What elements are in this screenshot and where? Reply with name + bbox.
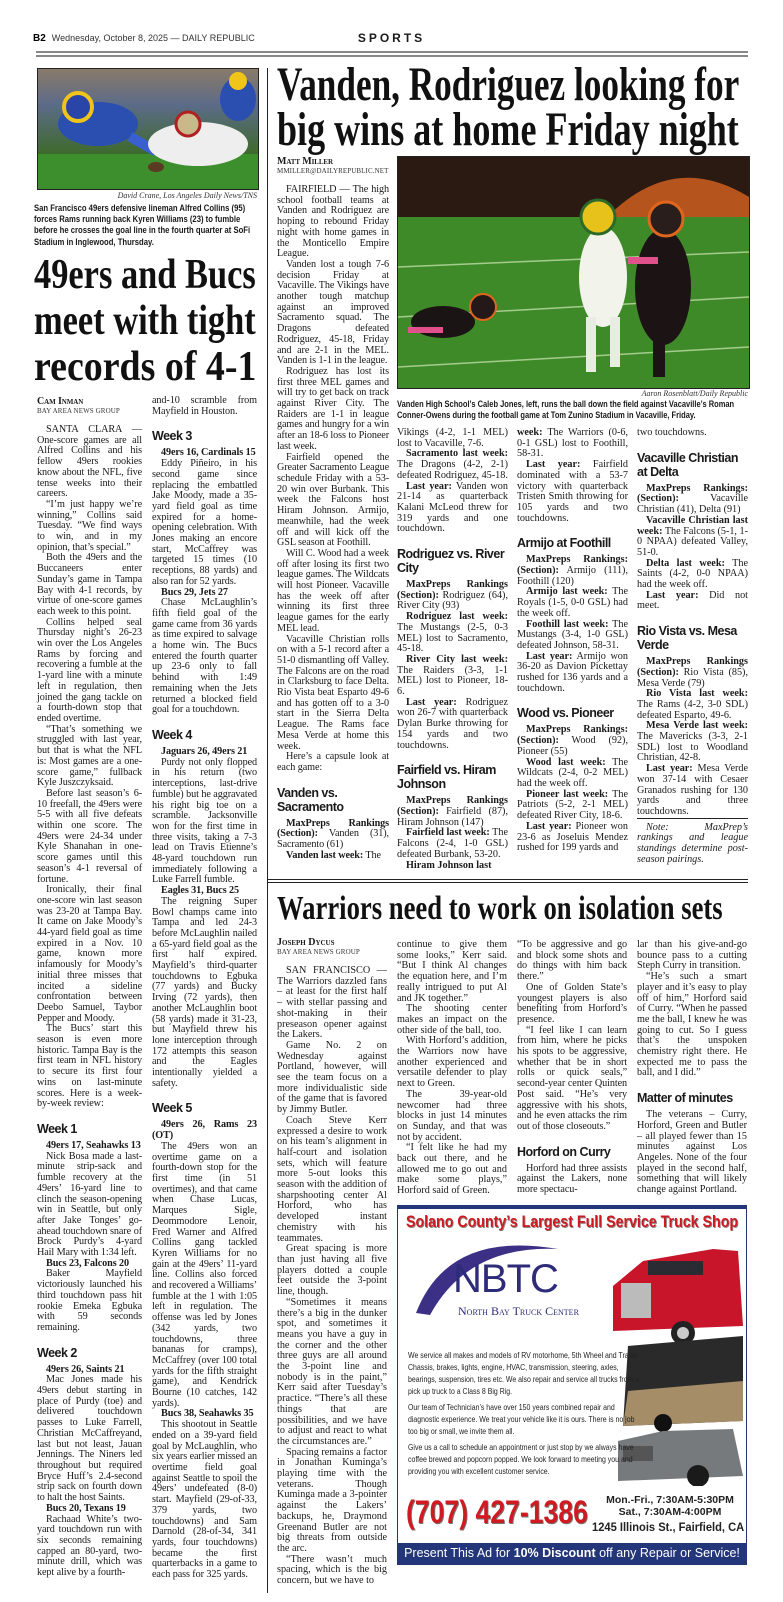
warriors-column-3: [517, 940, 627, 1196]
hours-weekday: Mon.-Fri., 7:30AM-5:30PM: [606, 1494, 734, 1506]
paragraph-lead: Mesa Verde last week:: [646, 720, 748, 732]
hours-saturday: Sat., 7:30AM-4:00PM: [618, 1506, 722, 1518]
ad-phone-text[interactable]: (707) 427-1386: [406, 1494, 588, 1530]
main-article-column-1: [277, 156, 389, 861]
main-headline: [277, 58, 740, 156]
discount-text: Present This Ad for: [404, 1546, 514, 1560]
paragraph-text: Vanden (31), Sacramento (61): [277, 828, 389, 851]
paragraph: [397, 698, 508, 752]
section-heading: Week 3: [152, 429, 192, 444]
paragraph: [397, 449, 508, 481]
paragraph-text: Before last season’s 6-10 freefall, the 49ers were 5-5 with all five defeats within one score. The 49ers were 24-34 under Kyle Shanahan in one-score games until this season’s 4-1 reversal of fortune.: [37, 787, 142, 885]
paragraph-text: Both the 49ers and the Buccaneers enter Sunday’s game in Tampa Bay with 4-1 records, by virtue of one-score games each week to this point.: [37, 552, 142, 617]
ad-title-text: Solano County’s Largest Full Service Truck Shop: [406, 1212, 739, 1231]
paragraph: [637, 1110, 747, 1196]
paragraph: [397, 1004, 507, 1036]
paragraph-text: Chase McLaughlin’s fifth field goal of the game came from 36 yards as time expired to salvage a home win. The Bucs entered the fourth quarter up 23-6 only to fall behind with 1:49 remaining when the Jets returned a blocked field goal for a touchdown.: [152, 597, 257, 716]
paragraph-text: The Bucs’ start this season is even more historic. Tampa Bay is the first team in NFL history to secure its first four wins on last-minute scores. Here is a week-by-week review:: [37, 1023, 142, 1110]
section-name: SPORTS: [357, 31, 426, 45]
paragraph: [37, 618, 142, 725]
paragraph-text: “Sometimes it means there’s a big in the dunker spot, and sometimes it means you have a guy in the corner and the other three guys are all around the 3-point line and nobody is in the paint,” Kerr said after Tuesday’s practice. “There’s all these things that are possibilities, and we have to adjust and react to what the circumstances are.”: [277, 1296, 387, 1447]
paragraph: [277, 549, 389, 635]
paragraph: [397, 828, 508, 860]
paragraph: [517, 940, 627, 983]
headline-line: Vanden, Rodriguez looking for: [277, 58, 740, 111]
paragraph-text: One of Golden State’s youngest players is also benefiting from Horford’s presence.: [517, 981, 627, 1025]
section-heading: Week 1: [37, 1122, 77, 1136]
paragraph-text: Rodriguez won 26-7 with quarterback Dylan Burke throwing for 154 yards and two touchdowns.: [397, 696, 508, 751]
photo-credit: David Crane, Los Angeles Daily News/TNS: [117, 191, 257, 200]
byline-name: Matt Miller: [277, 156, 333, 167]
page-number: B2: [33, 33, 46, 44]
paragraph: [37, 725, 142, 789]
paragraph: [37, 885, 142, 1024]
paragraph-text: “That’s something we struggled with last year, but that is what the NFL is: Most games are a one-score game,” fullback Kyle Juszczyksaid.: [37, 723, 142, 789]
paragraph: [277, 453, 389, 549]
section-heading: Matter of minutes: [637, 1091, 733, 1106]
headline-line: records of 4-1: [34, 344, 257, 390]
paragraph-text: Mac Jones made his 49ers debut starting in place of Purdy (toe) and delivered touchdown passes to Luke Farrell, Christian McCaffreyand, last but not least, Jauan Jennings. The Niners led throughout but required Bryce Huff’s 2.4-second strip sack on fourth down to halt the host Saints.: [37, 1374, 142, 1504]
paragraph: [637, 940, 747, 972]
paragraph-text: The 39-year-old newcomer had three blocks in just 14 minutes on Sunday, and that was not by accident.: [397, 1088, 507, 1143]
paragraph: [277, 635, 389, 753]
paragraph: [517, 983, 627, 1026]
ad-paragraph: We service all makes and models of RV motorhome, 5th Wheel and Trailer Chassis, brakes, lights, engine, HVAC, transmission, steering, axles, bearings, suspension, tires etc. We also repair and service all trucks from a pick up truck to a Class 8 Big Rig.: [408, 1350, 640, 1396]
paragraph: [637, 721, 748, 764]
left-headline: [34, 252, 256, 390]
photo-caption: Vanden High School’s Caleb Jones, left, runs the ball down the field against Vacaville’s Roman Conner-Owens during the football game at Tom Zunino Stadium in Vacaville, Friday.: [397, 399, 735, 420]
paragraph-text: Rio Vista (85), Mesa Verde (79): [637, 666, 748, 689]
ad-discount-bar: [398, 1543, 746, 1564]
paragraph: [517, 555, 628, 587]
paragraph: [152, 1142, 257, 1410]
ad-phone-number[interactable]: [406, 1494, 588, 1530]
paragraph: [637, 657, 748, 689]
game-result-heading: 49ers 16, Cardinals 15: [161, 447, 256, 459]
paragraph: [277, 367, 389, 453]
warriors-column-2: [397, 940, 507, 1197]
byline-name: Joseph Dycus: [277, 937, 335, 948]
paragraph: [277, 1555, 387, 1587]
logo-name: North Bay Truck Center: [458, 1304, 579, 1318]
paragraph-text: The Wildcats (2-4, 0-2 MEL) had the week off.: [517, 756, 629, 789]
paragraph-text: The Mustangs (3-4, 1-0 GSL) defeated Johnson, 58-31.: [517, 618, 629, 651]
paragraph-text: Vanden won 21-14 as quarterback Kalani McLeod threw for 319 yards and one touchdown.: [397, 480, 508, 535]
paragraph-text: The Falcons (2-4, 1-0 GSL) defeated Burbank, 53-20.: [397, 827, 508, 860]
paragraph: [37, 553, 142, 617]
main-article-column-4: [637, 428, 748, 866]
paragraph-lead: MaxPreps Rankings (Section):: [397, 579, 508, 601]
byline-email[interactable]: MMILLER@DAILYREPUBLIC.NET: [277, 167, 389, 175]
paragraph-text: SAN FRANCISCO — The Warriors dazzled fans – at least for the first half – with stellar passing and shot-making in their preseason opener against the Lakers.: [277, 965, 387, 1041]
paragraph-text: Fairfield dominated with a 53-7 victory with quarterback Tristen Smith throwing for 105 yards and two touchdowns.: [517, 459, 628, 524]
main-article-column-3: [517, 428, 628, 854]
paragraph: [277, 260, 389, 367]
paragraph: [152, 396, 257, 417]
game-result-heading: Eagles 31, Bucs 25: [161, 885, 240, 897]
section-heading: Vanden vs. Sacramento: [277, 785, 344, 814]
paragraph-lead: Last year:: [646, 763, 693, 775]
game-result-heading: Jaguars 26, 49ers 21: [161, 745, 248, 757]
paragraph: [517, 428, 628, 460]
paragraph-text: Here’s a capsule look at each game:: [277, 751, 389, 773]
paragraph-lead: Rio Vista last week:: [646, 688, 748, 700]
paragraph-lead: River City last week:: [406, 653, 508, 665]
paragraph-text: Eddy Piñeiro, in his second game since replacing the embattled Jake Moody, made a 35-yard field goal as time expired for a home-opening celebration. With Jones making an encore start, McCaffrey was targeted 15 times (10 receptions, 88 yards) and also ran for 52 yards.: [152, 458, 257, 587]
paragraph: [637, 516, 748, 559]
byline-org: BAY AREA NEWS GROUP: [37, 407, 120, 415]
paragraph-text: “I felt like he had my back out there, and he allowed me to go out and make some plays,” Horford said of Green.: [397, 1142, 507, 1197]
paragraph-text: The Dragons (4-2, 2-1) defeated Rodriguez, 45-18.: [397, 459, 508, 481]
game-result-heading: 49ers 26, Saints 21: [46, 1363, 125, 1375]
discount-amount: 10% Discount: [513, 1546, 596, 1560]
paragraph-lead: Last year:: [646, 589, 699, 601]
paragraph-text: Rachaad White’s two-yard touchdown run with six seconds remaining capped an 80-yard, two-minute drill, which was kept alive by a fourth-: [37, 1513, 142, 1579]
paragraph-text: “To be aggressive and go and block some shots and do things with him back there.”: [517, 939, 627, 983]
photo-49ers-rams: [37, 68, 259, 190]
section-heading: Week 2: [37, 1345, 77, 1360]
paragraph: [277, 851, 389, 862]
main-article-column-2: [397, 428, 508, 871]
paragraph-text: The Royals (1-5, 0-0 GSL) had the week off.: [517, 586, 628, 619]
paragraph-text: Spacing remains a factor in Jonathan Kuminga’s playing time with the veterans. Though Kuminga made a 3-pointer against the Lakers’ backups, he, Draymond Greenand Butler are not big threats from outside the arc.: [277, 1446, 387, 1554]
paragraph-text: The reigning Super Bowl champs came into Tampa and led 24-3 before McLaughlin nailed a 65-yard field goal as the first half expired. Mayfield’s third-quarter touchdowns to Egbuka (77 yards) and Bucky Irving (72 yards), then another McLaughlin boot (58 yards) made it 31-23, but Mayfield threw his lone interception through 172 attempts this season and the Eagles intentionally yielded a safety.: [152, 895, 257, 1089]
paragraph-lead: MaxPreps Rankings: (Section):: [517, 554, 628, 577]
paragraph-lead: Last year:: [526, 650, 573, 662]
game-result-heading: Bucs 20, Texans 19: [46, 1502, 126, 1514]
game-result-heading: Bucs 29, Jets 27: [161, 586, 228, 598]
paragraph-text: The Saints (4-2, 0-0 NPAA) had the week off.: [637, 557, 748, 591]
paragraph: [37, 1269, 142, 1333]
paragraph-text: Collins helped seal Thursday night’s 26-23 win over the Los Angeles Rams by forcing and recovering a fumble at the 1-yard line with a minute left in regulation, then joined the gang tackle on a fourth-down stop that ended overtime.: [37, 616, 142, 724]
discount-text: off any Repair or Service!: [595, 1546, 740, 1560]
ad-body: [408, 1349, 643, 1481]
game-result-heading: Bucs 23, Falcons 20: [46, 1257, 130, 1269]
logo-letters: NBTC: [453, 1257, 558, 1301]
headline-line: meet with tight: [34, 298, 256, 344]
paragraph-text: Mesa Verde won 37-14 with Cesaer Granados rushing for 130 yards and three touchdowns.: [637, 763, 748, 817]
paragraph: [517, 587, 628, 619]
paragraph: [637, 428, 748, 439]
paragraph: [517, 620, 628, 652]
paragraph: [37, 1375, 142, 1503]
paragraph-text: The Falcons (5-1, 1-0 NPAA) defeated Valley, 51-0.: [637, 525, 749, 558]
paragraph-text: Coach Steve Kerr expressed a desire to work on his team’s alignment in half-court and isolation sets, which will feature more 5-out looks this season with the addition of sharpshooting center Al Horford, who has developed instant chemistry with his teammates.: [277, 1114, 387, 1244]
paragraph: [277, 1298, 387, 1448]
warriors-column-1: [277, 937, 387, 1587]
paragraph: [397, 612, 508, 655]
paragraph-text: Ironically, their final one-score win last season was 23-20 at Tampa Bay. It came on Jake Moody’s 44-yard field goal as time expired in a Nov. 10 game, known more infamously for Moody’s initial three misses that incited a sideline confrontation between Deebo Samuel, Taybor Pepper and Moody.: [37, 884, 142, 1024]
paragraph-text: Will C. Wood had a week off after losing its first two league games. The Wildcats will host Pioneer. Vacaville has the week off after winning its first three league games for the early MEL lead.: [277, 547, 389, 634]
paragraph-text: FAIRFIELD — The high school football teams at Vanden and Rodriguez are hoping to rebound Friday night with home games in the Monticello Empire League.: [277, 184, 389, 260]
paragraph: [517, 652, 628, 695]
paragraph: [517, 1164, 627, 1196]
football: [148, 162, 164, 172]
photo-caption: San Francisco 49ers defensive lineman Alfred Collins (95) forces Rams running back Kyren Williams (23) to fumble before he crosses the goal line in the fourth quarter at SoFi Stadium in Inglewood, Thursday.: [34, 202, 251, 247]
paragraph: [277, 1116, 387, 1244]
section-heading: Horford on Curry: [517, 1144, 611, 1159]
paragraph: [517, 758, 628, 790]
paragraph-lead: MaxPreps Rankings: (Section):: [517, 724, 628, 747]
photo-image: [38, 69, 258, 189]
paragraph-lead: Fairfield last week:: [406, 827, 490, 839]
paragraph: [397, 482, 508, 536]
paragraph: [637, 689, 748, 721]
headline-line: Warriors need to work on isolation sets: [277, 890, 723, 927]
paragraph-text: Vanden lost a tough 7-6 decision Friday at Vacaville. The Vikings have another tough matchup against an improved Sacramento squad. The Dragons defeated Rodriguez, 45-18, Friday and are 2-1 in the MEL. Vanden is 1-1 in the league.: [277, 258, 389, 367]
section-heading: Week 4: [152, 727, 192, 742]
section-heading: Wood vs. Pioneer: [517, 706, 614, 721]
column-divider: [267, 68, 268, 1593]
paragraph-text: The Raiders (3-3, 1-1 MEL) lost to Pioneer, 18-6.: [397, 664, 508, 698]
byline-name: Cam Inman: [37, 396, 84, 407]
paragraph: [277, 819, 389, 851]
paragraph: [637, 972, 747, 1079]
nbtc-advertisement[interactable]: [397, 1205, 747, 1565]
paragraph-text: The veterans – Curry, Horford, Green and Butler – all played fewer than 15 minutes against Los Angeles. None of the four played in the second half, something that will likely change against Portland.: [637, 1109, 747, 1196]
paragraph: [152, 758, 257, 886]
paragraph-lead: Hiram Johnson last: [406, 859, 492, 871]
paragraph-text: The Mustangs (2-5, 0-3 MEL) lost to Sacramento, 45-18.: [397, 621, 508, 655]
paragraph: [37, 1515, 142, 1579]
warriors-headline: [277, 890, 723, 928]
paragraph-text: Vacaville Christian rolls on with a 5-1 record after a 51-0 dismantling off Valley. The Falcons are on the road in Clarksburg to face Delta. Rio Vista beat Esparto 49-6 and has gotten off to a 3-0 start in the Sierra Delta League. The Rams face Mesa Verde at home this week.: [277, 633, 389, 752]
paragraph-lead: Foothill last week:: [526, 618, 609, 630]
game-result-heading: 49ers 17, Seahawks 13: [46, 1140, 141, 1151]
paragraph-lead: MaxPreps Rankings (Section):: [277, 817, 389, 840]
paragraph: [637, 764, 748, 818]
ad-paragraph: Our team of Technician’s have over 150 years combined repair and diagnostic experience. We treat your vehicle like it is ours. There is no job too big or small, we invite them all.: [408, 1402, 635, 1436]
paragraph-text: With Horford’s addition, the Warriors now have another experienced and versatile defender to play next to Green.: [397, 1035, 507, 1090]
paragraph-lead: MaxPreps Rankings: (Section):: [637, 482, 748, 505]
paragraph-text: Pioneer won 23-6 as Joseluis Mendez rushed for 199 yards and: [517, 820, 628, 854]
paragraph-text: Horford had three assists against the Lakers, none more spectacu-: [517, 1162, 627, 1196]
paragraph: [37, 425, 142, 500]
paragraph-text: The 49ers won an overtime game on a fourth-down stop for the first time (in 51 overtimes), and that came when Chase Lucas, Marques Sigle, Deommodore Lenoir, Fred Warner and Alfred Collins gang tackled Kyren Williams for no gain at the 49ers’ 11-yard line. Collins also forced and recovered a Williams’ fumble at the 1 with 1:05 left in regulation. The offense was led by Jones (342 yards, two touchdowns, three bananas for cramps), McCaffrey (over 100 total yards for the fifth straight game), and Kendrick Bourne (10 catches, 142 yards).: [152, 1140, 257, 1409]
paragraph: [397, 428, 508, 449]
headline-line: big wins at home Friday night: [277, 103, 739, 156]
paragraph-lead: Last year:: [526, 820, 572, 832]
ad-hours: [596, 1494, 744, 1518]
paragraph: [152, 897, 257, 1090]
paragraph-lead: Sacramento last week:: [406, 448, 508, 460]
paragraph-lead: Rodriguez last week:: [406, 611, 508, 623]
red-semi-truck: [613, 1249, 743, 1345]
paragraph-text: Armijo (111), Foothill (120): [517, 565, 628, 587]
paragraph-lead: week:: [517, 427, 543, 438]
paragraph-text: Baker Mayfield victoriously launched his third touchdown pass hit rookie Emeka Egbuka with 59 seconds remaining.: [37, 1268, 142, 1333]
paragraph: [277, 1244, 387, 1298]
paragraph-lead: Last year:: [406, 696, 457, 708]
paragraph-lead: MaxPreps Rankings (Section):: [637, 656, 748, 678]
paragraph: [37, 1024, 142, 1110]
paragraph-text: Great spacing is more than just having all five players dotted a couple feet outside the 3-point line, though.: [277, 1243, 387, 1298]
paragraph-text: “I’m just happy we’re winning,” Collins said Tuesday. “We find ways to win, and in my opinion, that’s special.”: [37, 498, 142, 553]
ad-address-text: 1245 Illinois St., Fairfield, CA: [592, 1522, 745, 1534]
paragraph: [277, 185, 389, 260]
paragraph-text: Fairfield (87), Hiram Johnson (147): [397, 805, 508, 828]
paragraph: [517, 460, 628, 524]
paragraph-text: Armijo won 36-20 as Davion Pickettay rushed for 136 yards and a touchdown.: [517, 650, 628, 694]
paragraph-text: two touchdowns.: [637, 427, 707, 438]
paragraph: [397, 796, 508, 828]
paragraph: [397, 1143, 507, 1197]
paragraph-lead: Pioneer last week:: [526, 788, 609, 800]
paragraph-text: Fairfield opened the Greater Sacramento League schedule Friday with a 53-20 win over Burbank. This week the Falcons host Hiram Johnson. Armijo, meanwhile, had the week off and will kick off the GSL season at Foothill.: [277, 451, 389, 549]
section-heading: Fairfield vs. Hiram Johnson: [397, 763, 496, 792]
warriors-column-4: [637, 940, 747, 1196]
paragraph-text: The Warriors (0-6, 0-1 GSL) lost to Foothill, 58-31.: [517, 427, 628, 460]
paragraph: [152, 1420, 257, 1581]
paragraph-text: The Mavericks (3-3, 2-1 SDL) lost to Woodland Christian, 42-8.: [637, 731, 748, 764]
paragraph: [37, 500, 142, 554]
paragraph: [637, 484, 748, 516]
paragraph: [277, 1041, 387, 1116]
paragraph-text: and-10 scramble from Mayfield in Houston.: [152, 395, 257, 417]
section-heading: Rio Vista vs. Mesa Verde: [637, 624, 737, 653]
paragraph-text: The: [363, 849, 381, 861]
paragraph: [397, 655, 508, 698]
headline-line: 49ers and Bucs: [34, 252, 256, 298]
left-article-column-1: [37, 396, 142, 1579]
paragraph-text: lar than his give-and-go bounce pass to a cutting Steph Curry in transition.: [637, 939, 747, 972]
paragraph-lead: MaxPreps Rankings (Section):: [397, 795, 508, 817]
paragraph: [397, 580, 508, 612]
paragraph: [277, 966, 387, 1041]
paragraph: [397, 861, 508, 872]
byline-org: BAY AREA NEWS GROUP: [277, 948, 360, 956]
paragraph: [277, 1448, 387, 1555]
paragraph: [37, 789, 142, 885]
section-heading: Week 5: [152, 1101, 192, 1116]
paragraph: [277, 752, 389, 773]
paragraph-text: Purdy not only flopped in his return (two interceptions, last-drive fumble) but he aggravated his right big toe on a scramble. Jacksonville won for the first time in three visits, taking a 7-3 lead on Travis Etienne’s 48-yard touchdown run immediately following a Luke Farrell fumble.: [152, 756, 257, 886]
game-result-heading: 49ers 26, Rams 23 (OT): [152, 1119, 257, 1142]
paragraph: [637, 591, 748, 612]
paragraph-text: Vacaville Christian (41), Delta (91): [637, 493, 748, 516]
paragraph-text: Rodriguez has lost its first three MEL games and will try to get back on track against River City. The Raiders are 1-1 in league games and hungry for a win after an 18-6 loss to Pioneer last week.: [277, 365, 389, 452]
paragraph-text: continue to give them some looks,” Kerr said. “But I think Al changes the equation here, and I’m really intrigued to put Al and JK together.”: [397, 939, 507, 1004]
paragraph-lead: Armijo last week:: [526, 586, 608, 598]
photo-credit: Aaron Rosenblatt/Daily Republic: [641, 389, 748, 398]
paragraph: [152, 598, 257, 716]
game-result-heading: Bucs 38, Seahawks 35: [161, 1408, 254, 1420]
section-heading: Rodriguez vs. River City: [397, 547, 505, 576]
paragraph: [637, 559, 748, 591]
ad-address: [592, 1522, 744, 1535]
paragraph-lead: Last year:: [406, 480, 452, 492]
photo-image: [398, 157, 749, 388]
left-article-column-2: [152, 396, 257, 1581]
paragraph-lead: Vacaville Christian last week:: [637, 514, 748, 537]
paragraph-text: The Patriots (5-2, 2-1 MEL) defeated River City, 18-6.: [517, 788, 629, 822]
paragraph-text: Did not meet.: [637, 589, 748, 612]
section-heading: Vacaville Christian at Delta: [637, 450, 738, 479]
paragraph-text: “I feel like I can learn from him, where he picks his spots to be aggressive, whether that be in short rolls or quick seals,” second-year center Quinten Post said. “He’s very aggressive with his shots, and he even attacks the rim out of those closeouts.”: [517, 1024, 627, 1132]
paragraph: [397, 940, 507, 1004]
paragraph-text: SANTA CLARA — One-score games are all Alfred Collins and his fellow 49ers rookies know about the NFL, five tense weeks into their careers.: [37, 424, 142, 500]
paragraph-text: Game No. 2 on Wednesday against Portland, however, will see the team focus on a more individualistic side of the game that is favored by Jimmy Butler.: [277, 1039, 387, 1116]
paragraph-text: The Rams (4-2, 3-0 SDL) defeated Esparto, 49-6.: [637, 698, 748, 721]
paragraph-lead: Last year:: [526, 459, 581, 471]
paragraph-text: Rodriguez (64), River City (93): [397, 589, 508, 612]
paragraph-text: “He’s such a smart player and it’s easy to play off of him,” Horford said of Curry. “When he passed me the ball, I knew he was going to cut. So I guess that’s the unspoken chemistry right there. He expected me to pass the ball, and I did.”: [637, 971, 747, 1079]
header-rule: [36, 51, 748, 57]
photo-vanden-football: [397, 156, 750, 389]
ad-paragraph: Give us a call to schedule an appointment or just stop by we always have coffee brewed and popcorn popped. We look forward to meeting you and providing you with excellent customer service.: [408, 1442, 634, 1476]
paragraph: [397, 1036, 507, 1090]
editor-note: Note: MaxPrep’s rankings and league standings determine post-season pairings.: [637, 818, 748, 866]
paragraph-text: This shootout in Seattle ended on a 39-yard field goal by McLaughlin, who six years earlier missed an overtime field goal against Seattle to spoil the 49ers’ undefeated (8-0) start. Mayfield (29-of-33, 379 yards, two touchdowns) and Sam Darnold (28-of-34, 341 yards, four touchdowns) became the first quarterbacks in a game to each pass for 325 yards.: [152, 1419, 257, 1581]
paragraph-lead: Delta last week:: [646, 557, 725, 569]
paragraph-lead: Wood last week:: [526, 756, 606, 768]
paragraph: [517, 725, 628, 757]
paragraph-text: The shooting center makes an impact on the other side of the ball, too.: [397, 1003, 507, 1036]
dateline: Wednesday, October 8, 2025 — DAILY REPUBLIC: [51, 33, 255, 43]
ad-title: [406, 1212, 738, 1232]
paragraph-text: “There wasn’t much spacing, which is the big concern, but we have to: [277, 1553, 387, 1587]
paragraph-lead: Vanden last week:: [286, 849, 364, 861]
paragraph-text: Wood (92), Pioneer (55): [517, 735, 628, 757]
paragraph: [517, 1026, 627, 1133]
paragraph: [37, 1152, 142, 1259]
paragraph: [152, 459, 257, 587]
paragraph: [517, 822, 628, 854]
paragraph-text: Vikings (4-2, 1-1 MEL) lost to Vacaville, 7-6.: [397, 427, 508, 449]
paragraph: [397, 1090, 507, 1144]
section-rule: [268, 879, 748, 883]
paragraph: [517, 790, 628, 822]
paragraph-text: Nick Bosa made a last-minute strip-sack and fumble recovery at the 49ers’ 16-yard line to clinch the season-opening win in Seattle, but only after Jake Tonges’ go-ahead touchdown snare of Brock Purdy’s 4-yard Hail Mary with 1:34 left.: [37, 1150, 142, 1259]
section-heading: Armijo at Foothill: [517, 536, 611, 551]
